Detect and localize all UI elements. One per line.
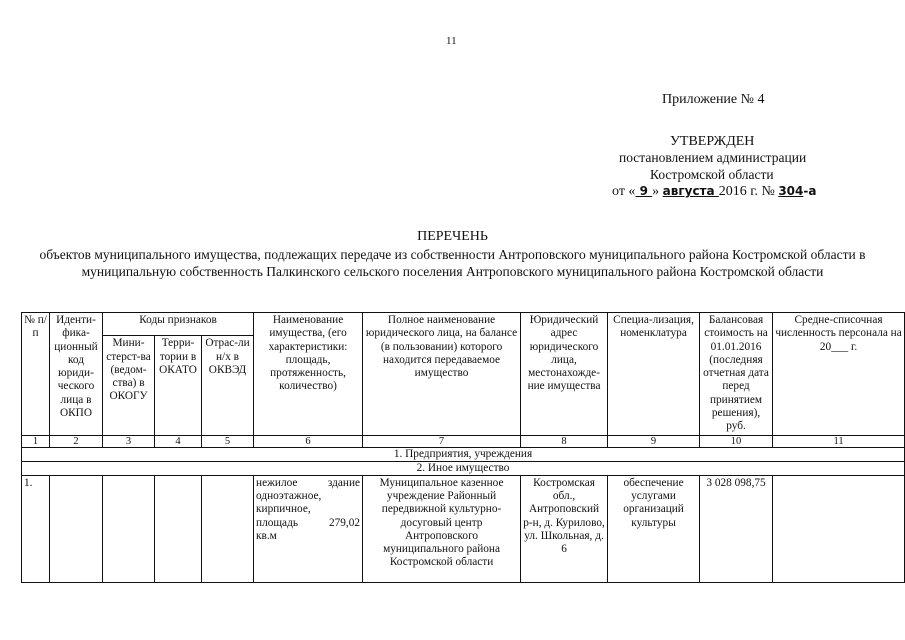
row-fullname: Муниципальное казенное учреждение Районный передвижной культурно-досуговый центр Антроповского муниципального района Костромской области: [363, 475, 521, 582]
date-prefix: от «: [612, 184, 636, 199]
row-property-area-value: 279,02: [328, 516, 361, 529]
col-number-cell: 3: [103, 435, 155, 447]
row-id-cell: [50, 475, 103, 582]
header-id: Иденти-фика-ционный код юриди-ческого лица в ОКПО: [50, 313, 103, 436]
col-number-cell: 2: [50, 435, 103, 447]
row-territory-cell: [155, 475, 202, 582]
row-property-area: [256, 517, 360, 530]
header-territory: Терри-тории в ОКАТО: [155, 336, 202, 435]
row-address: Костромская обл., Антроповский р-н, д. Курилово, ул. Школьная, д. 6: [521, 475, 608, 582]
date-suffix: -а: [803, 184, 817, 198]
header-property: Наименование имущества, (его характеристики: площадь, протяженность, количество): [254, 313, 363, 436]
row-staff-cell: [773, 475, 905, 582]
table-row: [22, 475, 905, 582]
header-row-1: [22, 313, 905, 336]
row-spec: обеспечение услугами организаций культуры: [608, 475, 700, 582]
col-number-cell: 1: [22, 435, 50, 447]
property-table: [21, 312, 905, 583]
row-num: 1.: [22, 475, 50, 582]
appendix-label: Приложение № 4: [662, 92, 765, 107]
section-row-enterprises: [22, 447, 905, 461]
col-number-cell: 7: [363, 435, 521, 447]
row-industry-cell: [202, 475, 254, 582]
page-number: 11: [446, 35, 457, 47]
col-number-cell: 6: [254, 435, 363, 447]
date-year: 2016 г. №: [718, 184, 779, 199]
row-balance: 3 028 098,75: [700, 475, 773, 582]
col-number-cell: 8: [521, 435, 608, 447]
section-other-property: 2. Иное имущество: [22, 461, 905, 475]
date-day: 9: [635, 184, 653, 198]
row-property-word1: нежилое: [256, 476, 298, 489]
col-number-cell: 5: [202, 435, 254, 447]
row-property-desc: одноэтажное, кирпичное,: [256, 489, 322, 516]
header-codes: Коды признаков: [103, 313, 254, 336]
approved-label: УТВЕРЖДЕН: [670, 134, 755, 149]
date-mid: »: [652, 184, 663, 199]
header-industry: Отрас-ли н/х в ОКВЭД: [202, 336, 254, 435]
section-enterprises: 1. Предприятия, учреждения: [22, 447, 905, 461]
region-label: Костромской области: [650, 167, 774, 182]
document-title: ПЕРЕЧЕНЬ: [417, 229, 488, 244]
date-month: августа: [662, 184, 719, 198]
header-balance: Балансовая стоимость на 01.01.2016 (последняя отчетная дата перед принятием решения), руб.: [700, 313, 773, 436]
row-property-word2: здание: [327, 476, 361, 489]
column-number-row: [22, 435, 905, 447]
col-number-cell: 9: [608, 435, 700, 447]
decree-number: 304: [778, 184, 804, 198]
decree-date-line: [612, 184, 816, 200]
header-num: № п/п: [22, 313, 50, 436]
col-number-cell: 4: [155, 435, 202, 447]
header-staff: Средне-списочная численность персонала на 20___ г.: [773, 313, 905, 436]
header-address: Юридический адрес юридического лица, местонахожде-ние имущества: [521, 313, 608, 436]
header-fullname: Полное наименование юридического лица, на балансе (в пользовании) которого находится передаваемое имущество: [363, 313, 521, 436]
header-ministry: Мини-стерст-ва (ведом-ства) в ОКОГУ: [103, 336, 155, 435]
row-ministry-cell: [103, 475, 155, 582]
col-number-cell: 11: [773, 435, 905, 447]
section-row-other: [22, 461, 905, 475]
row-property-line1: [256, 477, 360, 490]
row-property-area-label: площадь: [256, 516, 298, 529]
decree-label: постановлением администрации: [619, 150, 807, 165]
col-number-cell: 10: [700, 435, 773, 447]
row-property: [254, 475, 363, 582]
header-spec: Специа-лизация, номенклатура: [608, 313, 700, 436]
row-property-unit: кв.м: [256, 529, 277, 542]
document-subtitle: объектов муниципального имущества, подлежащих передаче из собственности Антроповского муниципального района Костромской области в муниципальную собственность Палкинского сельского поселения Антроповского муниципального района Костромской области: [39, 247, 866, 279]
